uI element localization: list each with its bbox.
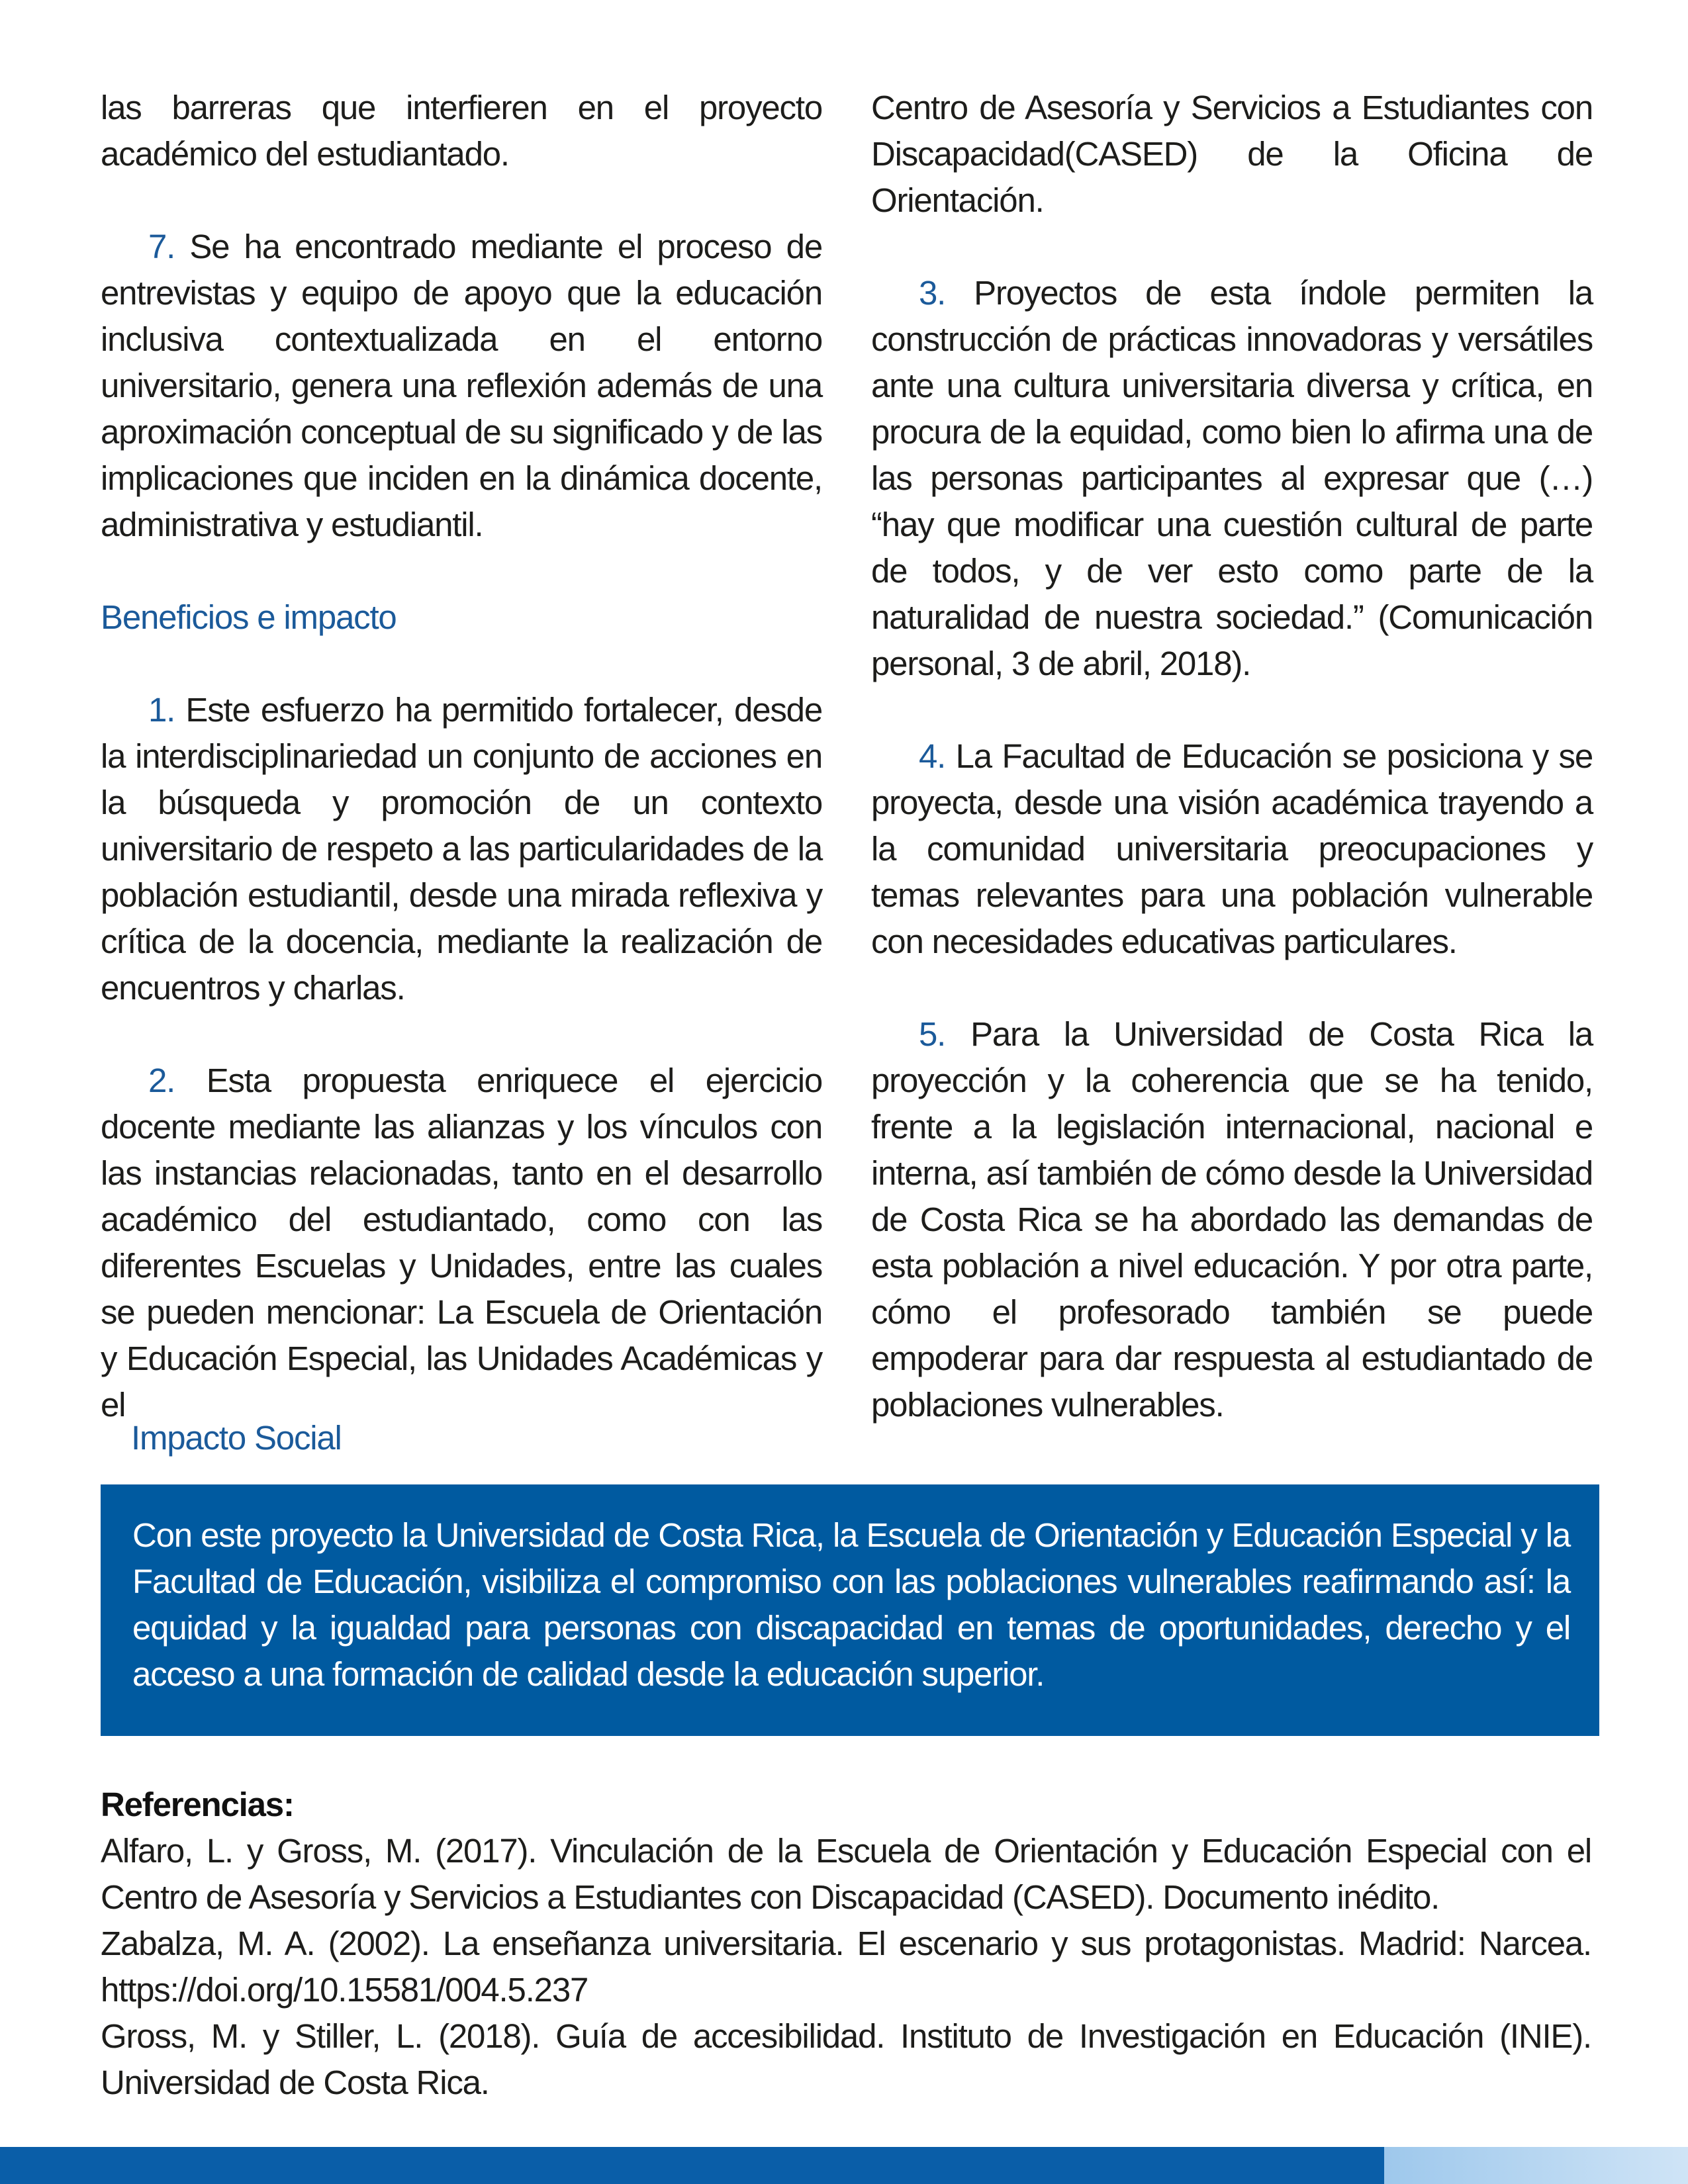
item-3-number: 3. <box>919 274 946 312</box>
item-1-number: 1. <box>148 691 175 729</box>
right-intro-paragraph: Centro de Asesoría y Servicios a Estudiantes con Discapacidad(CASED) de la Oficina de Orientación. <box>871 89 1593 219</box>
reference-item: Gross, M. y Stiller, L. (2018). Guía de accesibilidad. Instituto de Investigación en Educación (INIE). Universidad de Costa Rica. <box>101 2017 1591 2101</box>
benefits-heading: Beneficios e impacto <box>101 598 397 636</box>
item-1-paragraph <box>101 687 822 1011</box>
item-5-number: 5. <box>919 1015 946 1053</box>
item-4-number: 4. <box>919 737 946 775</box>
footer-bar <box>0 2147 1688 2184</box>
right-column <box>871 85 1593 1428</box>
left-intro-paragraph: las barreras que interfieren en el proyecto académico del estudiantado. <box>101 89 822 173</box>
impact-social-heading: Impacto Social <box>131 1419 342 1457</box>
references-section <box>101 1782 1591 2106</box>
reference-item: Alfaro, L. y Gross, M. (2017). Vinculación de la Escuela de Orientación y Educación Especial con el Centro de Asesoría y Servicios a Estudiantes con Discapacidad (CASED). Documento inédito. <box>101 1832 1591 1916</box>
impact-social-box <box>101 1484 1599 1736</box>
item-3-text: Proyectos de esta índole permiten la construcción de prácticas innovadoras y versátiles ante una cultura universitaria diversa y crítica, en procura de la equidad, como bien lo afirma una de las personas participantes al expresar que (…) “hay que modificar una cuestión cultural de parte de todos, y de ver esto como parte de la naturalidad de nuestra sociedad.” (Comunicación personal, 3 de abril, 2018). <box>871 274 1593 682</box>
item-2-paragraph <box>101 1058 822 1428</box>
item-5-text: Para la Universidad de Costa Rica la proyección y la coherencia que se ha tenido, frente a la legislación internacional, nacional e interna, así también de cómo desde la Universidad de Costa Rica se ha abordado las demandas de esta población a nivel educación. Y por otra parte, cómo el profesorado también se puede empoderar para dar respuesta al estudiantado de poblaciones vulnerables. <box>871 1015 1593 1424</box>
item-7-paragraph <box>101 224 822 548</box>
item-7-text: Se ha encontrado mediante el proceso de entrevistas y equipo de apoyo que la educación inclusiva contextualizada en el entorno universitario, genera una reflexión además de una aproximación conceptual de su significado y de las implicaciones que inciden en la dinámica docente, administrativa y estudiantil. <box>101 228 822 543</box>
reference-item: Zabalza, M. A. (2002). La enseñanza universitaria. El escenario y sus protagonistas. Madrid: Narcea. https://doi.org/10.15581/004.5.237 <box>101 1925 1591 2009</box>
item-3-paragraph <box>871 270 1593 687</box>
item-2-number: 2. <box>148 1062 175 1099</box>
left-column <box>101 85 822 1428</box>
impact-social-text: Con este proyecto la Universidad de Costa Rica, la Escuela de Orientación y Educación Especial y la Facultad de Educación, visibiliza el compromiso con las poblaciones vulnerables reafirmando así: la equidad y la igualdad para personas con discapacidad en temas de oportunidades, derecho y el acceso a una formación de calidad desde la educación superior. <box>132 1516 1570 1693</box>
item-1-text: Este esfuerzo ha permitido fortalecer, desde la interdisciplinariedad un conjunto de acciones en la búsqueda y promoción de un contexto universitario de respeto a las particularidades de la población estudiantil, desde una mirada reflexiva y crítica de la docencia, mediante la realización de encuentros y charlas. <box>101 691 822 1007</box>
item-5-paragraph <box>871 1011 1593 1428</box>
item-4-paragraph <box>871 733 1593 965</box>
item-2-text: Esta propuesta enriquece el ejercicio docente mediante las alianzas y los vínculos con las instancias relacionadas, tanto en el desarrollo académico del estudiantado, como con las diferentes Escuelas y Unidades, entre las cuales se pueden mencionar: La Escuela de Orientación y Educación Especial, las Unidades Académicas y el <box>101 1062 822 1424</box>
item-4-text: La Facultad de Educación se posiciona y se proyecta, desde una visión académica trayendo a la comunidad universitaria preocupaciones y temas relevantes para una población vulnerable con necesidades educativas particulares. <box>871 737 1593 960</box>
references-title: Referencias: <box>101 1786 294 1823</box>
item-7-number: 7. <box>148 228 175 265</box>
